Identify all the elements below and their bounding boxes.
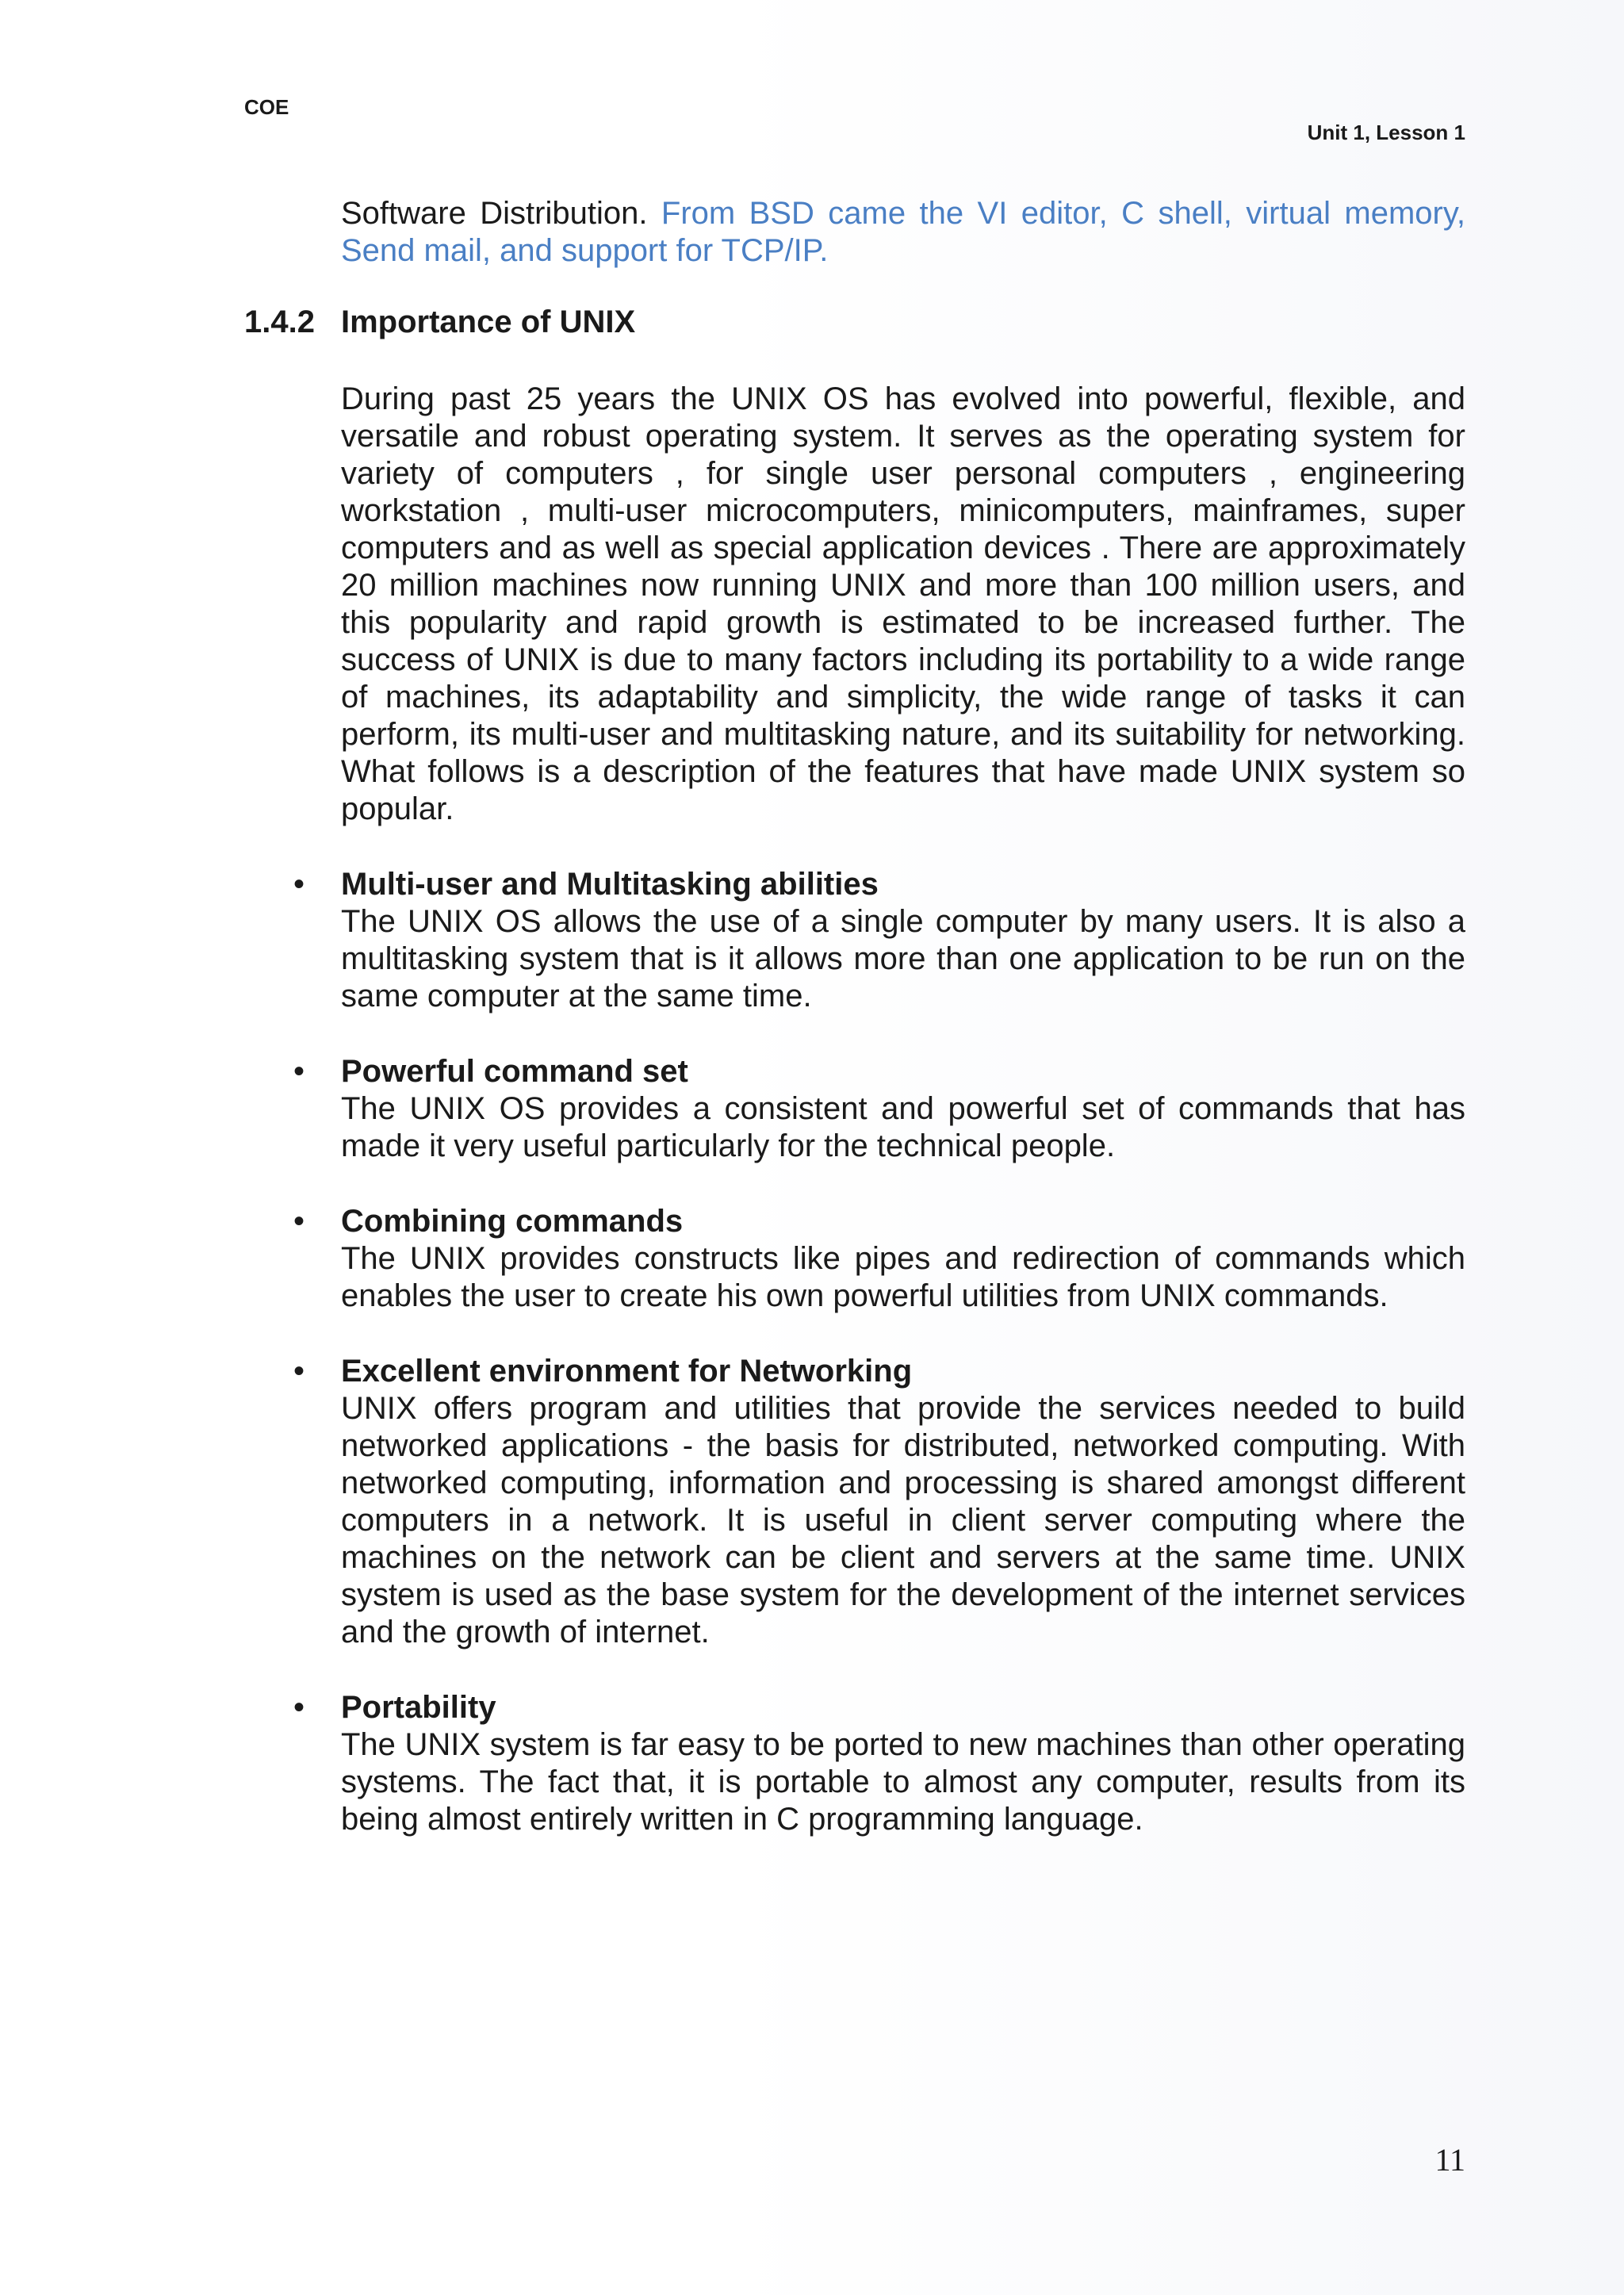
intro-highlight-text: From BSD came the VI editor, C shell, virtual memory, Send mail, and support for TCP/IP. [341, 196, 1465, 268]
header-right-label: Unit 1, Lesson 1 [1307, 121, 1465, 144]
feature-text: UNIX offers program and utilities that provide the services needed to build networked applications - the basis for distributed, networked computing. With networked computing, information and processing is shared amongst different computers in a network. It is useful in client server computing where the machines on the network can be client and servers at the same time. UNIX system is used as the base system for the development of the internet services and the growth of internet. [341, 1391, 1465, 1649]
feature-text: The UNIX OS allows the use of a single computer by many users. It is also a multitasking system that is it allows more than one application to be run on the same computer at the same time. [341, 904, 1465, 1013]
bullet-icon: • [293, 1054, 305, 1089]
feature-text: The UNIX provides constructs like pipes and redirection of commands which enables the user to create his own powerful utilities from UNIX commands. [341, 1241, 1465, 1313]
bullet-icon: • [293, 1690, 305, 1725]
feature-item [293, 866, 1465, 1015]
bullet-icon: • [293, 867, 305, 902]
feature-item [293, 1689, 1465, 1838]
section-heading [244, 304, 1465, 341]
page-content [244, 195, 1465, 1838]
feature-title: Excellent environment for Networking [341, 1354, 913, 1389]
intro-paragraph [341, 195, 1465, 270]
feature-title: Powerful command set [341, 1054, 688, 1089]
feature-text: The UNIX OS provides a consistent and powerful set of commands that has made it very useful particularly for the technical people. [341, 1091, 1465, 1163]
section-title: Importance of UNIX [341, 305, 636, 339]
feature-title: Portability [341, 1690, 496, 1725]
feature-list [293, 866, 1465, 1838]
feature-text: The UNIX system is far easy to be ported to new machines than other operating systems. The fact that, it is portable to almost any computer, results from its being almost entirely written in C programming language. [341, 1727, 1465, 1837]
bullet-icon: • [293, 1354, 305, 1389]
bullet-icon: • [293, 1204, 305, 1239]
intro-plain-text: Software Distribution. [341, 196, 661, 231]
page-number: 11 [1434, 2142, 1465, 2178]
header-left-label: COE [244, 95, 289, 119]
feature-item [293, 1203, 1465, 1315]
section-paragraph: During past 25 years the UNIX OS has evolved into powerful, flexible, and versatile and robust operating system. It serves as the operating system for variety of computers , for single user personal computers , engineering workstation , multi-user microcomputers, minicomputers, mainframes, super computers and as well as special application devices . There are approximately 20 million machines now running UNIX and more than 100 million users, and this popularity and rapid growth is estimated to be increased further. The success of UNIX is due to many factors including its portability to a wide range of machines, its adaptability and simplicity, the wide range of tasks it can perform, its multi-user and multitasking nature, and its suitability for networking. What follows is a description of the features that have made UNIX system so popular. [341, 381, 1465, 826]
feature-item [293, 1053, 1465, 1165]
feature-item [293, 1353, 1465, 1651]
feature-title: Multi-user and Multitasking abilities [341, 867, 879, 902]
section-number: 1.4.2 [244, 305, 315, 339]
feature-title: Combining commands [341, 1204, 684, 1239]
